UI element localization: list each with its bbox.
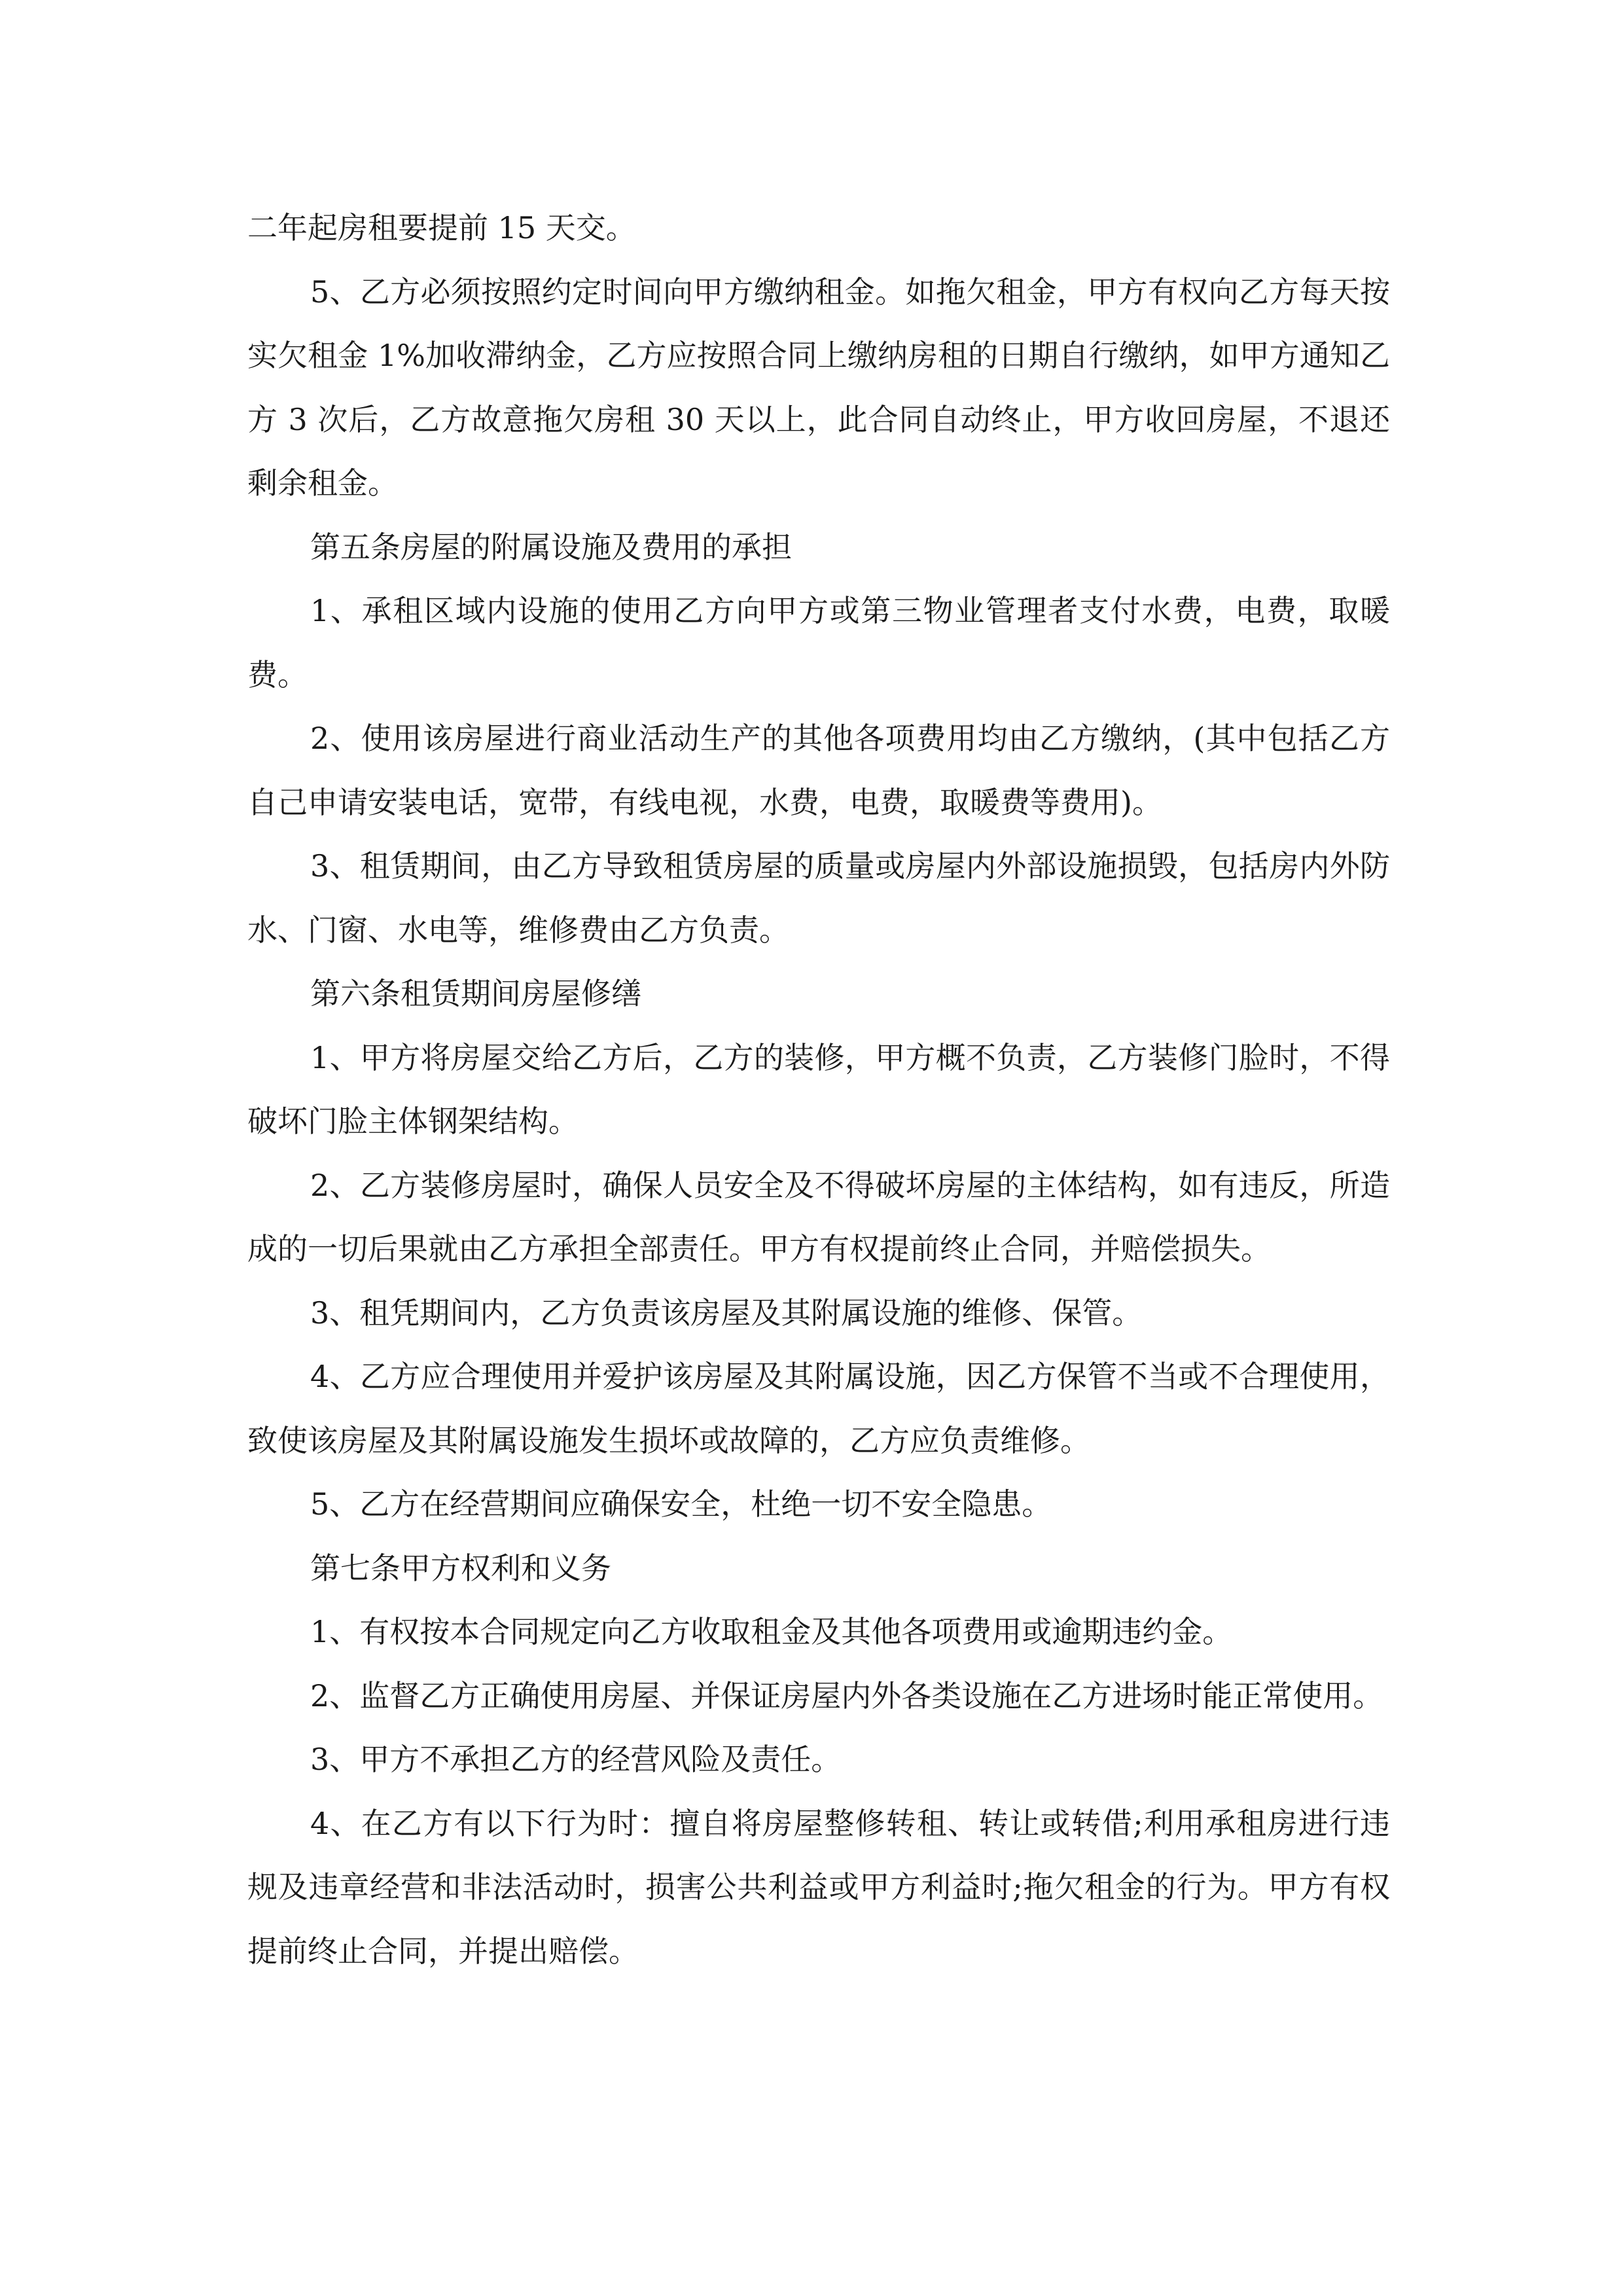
paragraph-late-payment: 5、乙方必须按照约定时间向甲方缴纳租金。如拖欠租金，甲方有权向乙方每天按实欠租金 1%加收滞纳金，乙方应按照合同上缴纳房租的日期自行缴纳，如甲方通知乙方 3 次后，乙方故意拖欠房租 30 天以上，此合同自动终止，甲方收回房屋，不退还剩余租金。	[247, 274, 1390, 501]
paragraph-damage-repair: 3、租赁期间，由乙方导致租赁房屋的质量或房屋内外部设施损毁，包括房内外防水、门窗、水电等，维修费由乙方负责。	[247, 848, 1390, 948]
paragraph-business-costs: 2、使用该房屋进行商业活动生产的其他各项费用均由乙方缴纳，(其中包括乙方自己申请安装电话，宽带，有线电视，水费，电费，取暖费等费用)。	[247, 721, 1390, 820]
paragraph-collect-rent: 1、有权按本合同规定向乙方收取租金及其他各项费用或逾期违约金。	[310, 1614, 1233, 1649]
paragraph-proper-use: 4、乙方应合理使用并爱护该房屋及其附属设施，因乙方保管不当或不合理使用，致使该房屋及其附属设施发生损坏或故障的，乙方应负责维修。	[247, 1359, 1390, 1458]
paragraph-renovation-safety: 2、乙方装修房屋时，确保人员安全及不得破坏房屋的主体结构，如有违反，所造成的一切后果就由乙方承担全部责任。甲方有权提前终止合同，并赔偿损失。	[247, 1167, 1390, 1266]
document-body	[247, 196, 1390, 1983]
section-heading-article-7: 第七条甲方权利和义务	[310, 1550, 611, 1586]
paragraph-supervise-use: 2、监督乙方正确使用房屋、并保证房屋内外各类设施在乙方进场时能正常使用。	[310, 1677, 1383, 1713]
paragraph-operating-safety: 5、乙方在经营期间应确保安全，杜绝一切不安全隐患。	[310, 1486, 1052, 1522]
paragraph-utility-fees: 1、承租区域内设施的使用乙方向甲方或第三物业管理者支付水费，电费，取暖费。	[247, 593, 1390, 692]
paragraph-maintenance: 3、租凭期间内，乙方负责该房屋及其附属设施的维修、保管。	[310, 1295, 1143, 1331]
section-heading-article-5: 第五条房屋的附属设施及费用的承担	[310, 529, 792, 565]
paragraph-termination: 4、在乙方有以下行为时：擅自将房屋整修转租、转让或转借;利用承租房进行违规及违章经营和非法活动时，损害公共利益或甲方利益时;拖欠租金的行为。甲方有权提前终止合同，并提出赔偿。	[247, 1805, 1390, 1969]
paragraph-renovation: 1、甲方将房屋交给乙方后，乙方的装修，甲方概不负责，乙方装修门脸时，不得破坏门脸主体钢架结构。	[247, 1039, 1390, 1139]
section-heading-article-6: 第六条租赁期间房屋修缮	[310, 976, 641, 1011]
paragraph-rent-due: 二年起房租要提前 15 天交。	[247, 210, 636, 245]
paragraph-no-risk: 3、甲方不承担乙方的经营风险及责任。	[310, 1742, 842, 1777]
